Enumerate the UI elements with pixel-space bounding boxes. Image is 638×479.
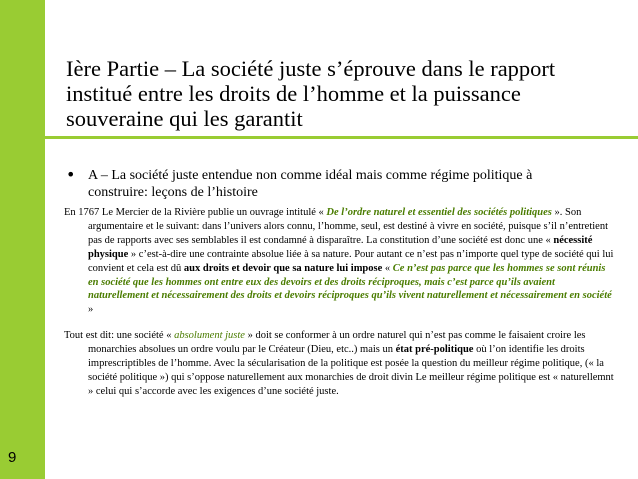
para2-text: où l’on identifie les droits imprescriptibles de l’homme. Avec la sécularisation de la politique est posée la question du meilleur régime politique, (« la société politique ») qui s’oppose naturellement aux monarchies de droit divin Le meilleur régime politique est « naturellemnt » celui qui s’accorde avec les exigences d’une société juste. [88, 343, 614, 397]
slide-number: 9 [8, 449, 17, 466]
para1-text: ». Son argumentaire et le suivant: dans l’univers alors connu, l’homme, seul, est destiné à vivre en société, puisque s’il n’entretient pas de rapports avec ses semblables il est condamné à disparaître. La constitution d’une société est donc une « [88, 207, 608, 246]
slide-title: Ière Partie – La société juste s’éprouve dans le rapport institué entre les droits de l’homme et la puissance souveraine qui les garantit [66, 56, 556, 131]
para1-text: En 1767 Le Mercier de la Rivière publie un ouvrage intitulé « [64, 207, 327, 218]
paragraph-ordre-naturel [64, 206, 616, 317]
para1-text: » [88, 304, 94, 316]
subheading-text: A – La société juste entendue non comme idéal mais comme régime politique à construire: leçons de l’histoire [88, 168, 533, 200]
para2-text: » doit se conformer à un ordre naturel qui n’est pas comme le faisaient croire les monarchies absolues un ordre voulu par le Créateur (Dieu, etc..) mais un [88, 330, 586, 355]
absolument-juste: absolument juste [174, 330, 245, 341]
paragraph-tout-est-dit [64, 329, 616, 399]
bullet-icon: • [66, 165, 76, 184]
emphasis-droits-devoirs: aux droits et devoir que sa nature lui impose [183, 262, 383, 274]
quotation: Ce n’est pas parce que les hommes se sont réunis en société que les hommes ont entre eux des devoirs et des droits réciproques, mais c’est parce qu’ils avaient naturellement et nécessairement des droits et devoirs réciproques qu’ils vivent naturellement et nécessairement en société [88, 262, 612, 302]
accent-sidebar [0, 0, 45, 479]
para1-text: » c’est-à-dire une contrainte absolue liée à sa nature. Pour autant ce n’est pas n’importe quel type de société qui lui convient et cela est dû [88, 248, 614, 274]
emphasis-necessite-physique: nécessité physique [88, 234, 593, 260]
para1-text: « [382, 262, 393, 274]
bullet-subheading [66, 167, 566, 201]
para2-text: Tout est dit: une société « [64, 330, 175, 341]
title-divider [45, 136, 638, 139]
book-title: De l’ordre naturel et essentiel des sociétés politiques [326, 207, 552, 218]
emphasis-etat-pre-politique: état pré-politique [395, 343, 474, 355]
